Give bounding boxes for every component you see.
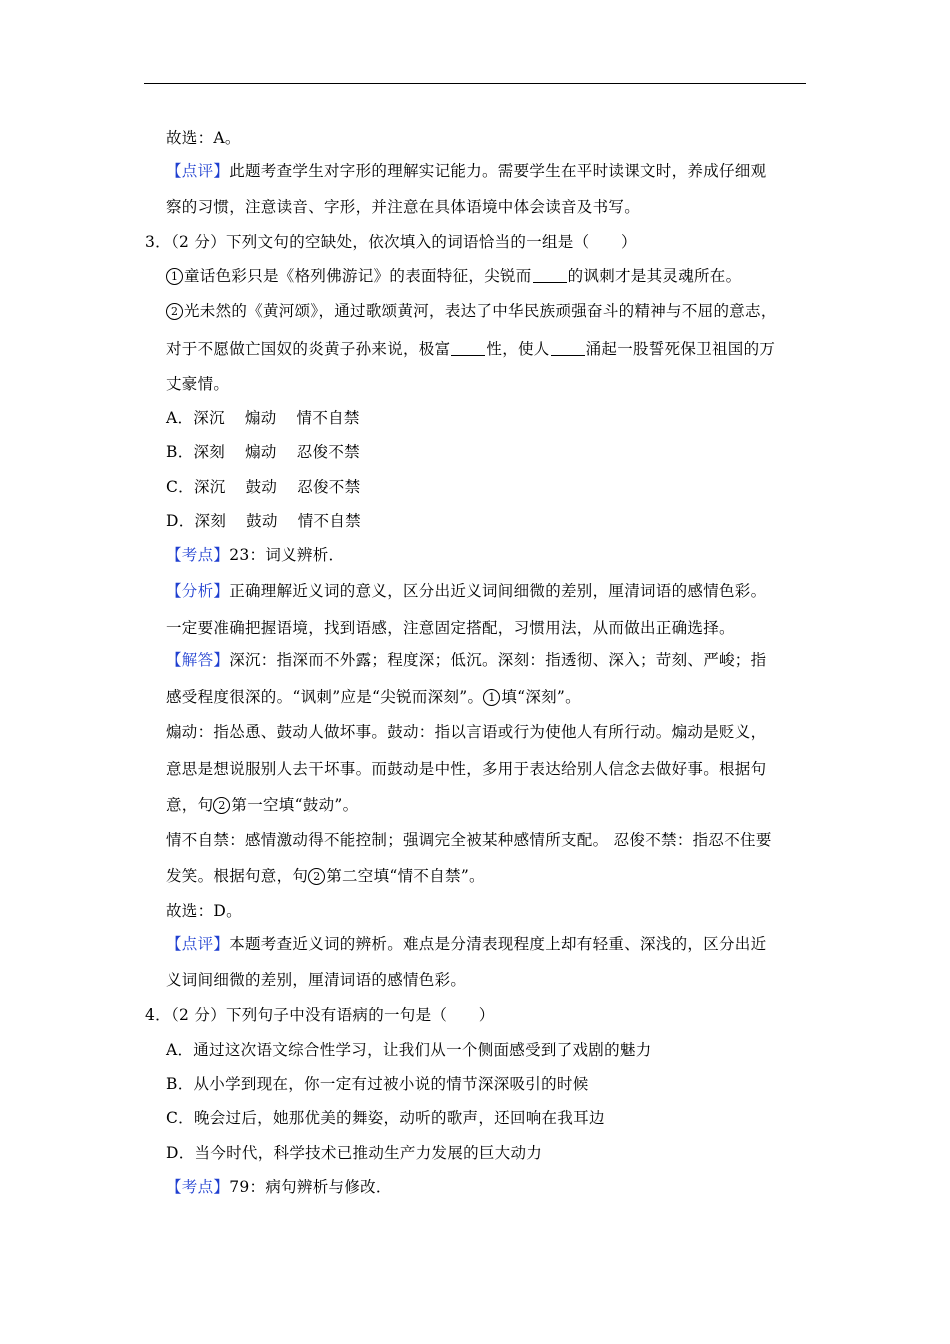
- fill-blank: [533, 268, 567, 283]
- q3-fenxi-line-1: 【分析】正确理解近义词的意义，区分出近义词间细微的差别，厘清词语的感情色彩。: [166, 582, 767, 600]
- header-rule: [144, 83, 806, 84]
- q3-fenxi-line-2: 一定要准确把握语境，找到语感，注意固定搭配，习惯用法，从而做出正确选择。: [166, 619, 735, 637]
- circled-number-2: 2: [308, 868, 325, 885]
- fill-blank: [451, 341, 485, 356]
- q3-jieda-line-6: 情不自禁：感情激动得不能控制；强调完全被某种感情所支配。 忍俊不禁：指忍不住要: [166, 831, 772, 849]
- q4-stem: 4．（2 分）下列句子中没有语病的一句是（ ）: [145, 1006, 495, 1024]
- q4-option-a: A．通过这次语文综合性学习，让我们从一个侧面感受到了戏剧的魅力: [166, 1041, 652, 1059]
- q3-jieda-line-3: 煽动：指怂恿、鼓动人做坏事。鼓动：指以言语或行为使他人有所行动。煽动是贬义，: [166, 723, 767, 741]
- q3-answer: 故选：D。: [166, 902, 242, 920]
- prev-comment-line-1: 【点评】此题考查学生对字形的理解实记能力。需要学生在平时读课文时，养成仔细观: [166, 162, 767, 180]
- q3-comment-line-2: 义词间细微的差别，厘清词语的感情色彩。: [166, 971, 467, 989]
- q4-option-d: D．当今时代，科学技术已推动生产力发展的巨大动力: [166, 1144, 543, 1162]
- fill-blank: [551, 341, 585, 356]
- circled-number-2: 2: [213, 797, 230, 814]
- q3-sentence-1: 1 童话色彩只是《格列佛游记》的表面特征，尖锐而 的讽刺才是其灵魂所在。: [166, 266, 741, 286]
- prev-comment-line-2: 察的习惯，注意读音、字形，并注意在具体语境中体会读音及书写。: [166, 198, 641, 216]
- q3-sentence-2-end: 丈豪情。: [166, 375, 230, 393]
- q3-sentence-2: 2 光未然的《黄河颂》，通过歌颂黄河，表达了中华民族顽强奋斗的精神与不屈的意志，: [166, 301, 777, 321]
- q3-jieda-line-7: 发笑。根据句意，句 2 第二空填“情不自禁”。: [166, 867, 485, 885]
- comment-tag: 【点评】: [166, 162, 230, 180]
- q4-option-c: C．晚会过后，她那优美的舞姿，动听的歌声，还回响在我耳边: [166, 1109, 605, 1127]
- q3-stem: 3．（2 分）下列文句的空缺处，依次填入的词语恰当的一组是（ ）: [145, 233, 637, 251]
- prev-answer: 故选：A。: [166, 129, 241, 147]
- q4-option-b: B．从小学到现在，你一定有过被小说的情节深深吸引的时候: [166, 1075, 589, 1093]
- q3-option-c: C．深沉 鼓动 忍俊不禁: [166, 478, 361, 496]
- q3-jieda-line-2: 感受程度很深的。“讽刺”应是“尖锐而深刻”。 1 填“深刻”。: [166, 688, 581, 706]
- q3-option-d: D．深刻 鼓动 情不自禁: [166, 512, 361, 530]
- q3-jieda-line-5: 意，句 2 第一空填“鼓动”。: [166, 796, 359, 814]
- q3-kaodian: 【考点】23：词义辨析．: [166, 546, 345, 564]
- circled-number-1: 1: [166, 268, 183, 285]
- q3-option-a: A．深沉 煽动 情不自禁: [166, 409, 360, 427]
- q3-option-b: B．深刻 煽动 忍俊不禁: [166, 443, 360, 461]
- circled-number-2: 2: [166, 303, 183, 320]
- q3-comment-line-1: 【点评】本题考查近义词的辨析。难点是分清表现程度上却有轻重、深浅的，区分出近: [166, 935, 767, 953]
- q3-jieda-line-1: 【解答】深沉：指深而不外露；程度深；低沉。深刻：指透彻、深入；苛刻、严峻；指: [166, 651, 767, 669]
- q3-jieda-line-4: 意思是想说服别人去干坏事。而鼓动是中性，多用于表达给别人信念去做好事。根据句: [166, 760, 767, 778]
- q3-sentence-2-cont: 对于不愿做亡国奴的炎黄子孙来说，极富 性，使人 涌起一股誓死保卫祖国的万: [166, 340, 776, 358]
- circled-number-1: 1: [483, 689, 500, 706]
- q4-kaodian: 【考点】79：病句辨析与修改．: [166, 1178, 392, 1196]
